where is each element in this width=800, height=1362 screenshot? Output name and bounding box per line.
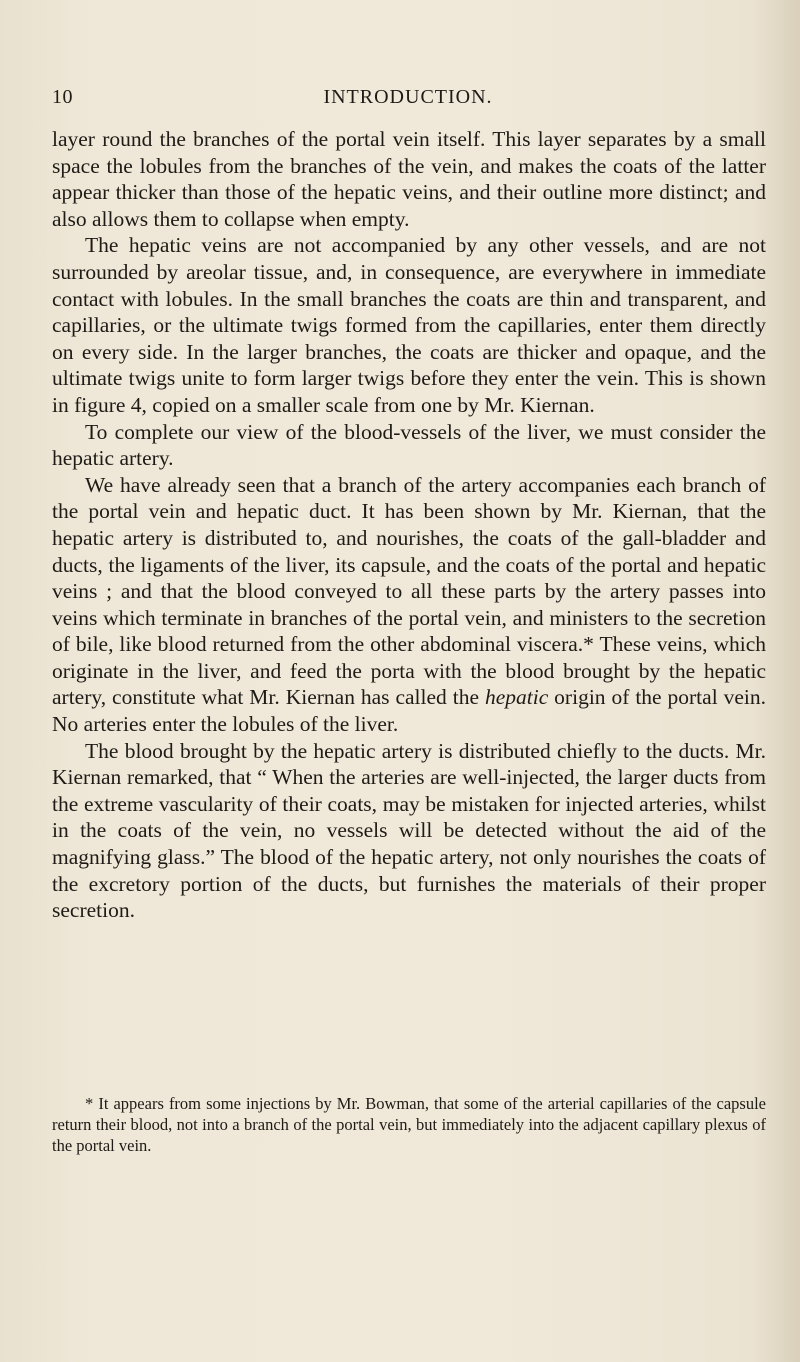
body-text xyxy=(52,126,766,924)
paragraph xyxy=(52,472,766,738)
paragraph-text: We have already seen that a branch of the artery accompanies each branch of the portal vein and hepatic duct. It has been shown by Mr. Kiernan, that the hepatic artery is distributed to, and nourishes, the coats of the gall-bladder and ducts, the ligaments of the liver, its capsule, and the coats of the portal and hepatic veins ; and that the blood conveyed to all these parts by the artery passes into veins which terminate in branches of the portal vein, and ministers to the secretion of bile, like blood returned from the other abdominal viscera.* These veins, which originate in the liver, and feed the porta with the blood brought by the hepatic artery, constitute what Mr. Kiernan has called the xyxy=(52,472,766,710)
page-header xyxy=(52,86,764,116)
running-head: INTRODUCTION. xyxy=(323,86,493,108)
paragraph: The blood brought by the hepatic artery is distributed chiefly to the ducts. Mr. Kiernan remarked, that “ When the arteries are well-injected, the larger ducts from the extreme vascularity of their coats, may be mistaken for injected arteries, whilst in the coats of the vein, no vessels will be detected without the aid of the magnifying glass.” The blood of the hepatic artery, not only nourishes the coats of the excretory portion of the ducts, but furnishes the materials of their proper secretion. xyxy=(52,738,766,923)
paragraph: layer round the branches of the portal vein itself. This layer separates by a small space the lobules from the branches of the vein, and makes the coats of the latter appear thicker than those of the hepatic veins, and their outline more distinct; and also allows them to collapse when empty. xyxy=(52,127,766,231)
paragraph: To complete our view of the blood-vessels of the liver, we must consider the hepatic artery. xyxy=(52,419,766,471)
footnote: * It appears from some injections by Mr. Bowman, that some of the arterial capillaries of the capsule return their blood, not into a branch of the portal vein, but immediately into the adjacent capillary plexus of the portal vein. xyxy=(52,1094,766,1155)
paragraph: The hepatic veins are not accompanied by any other vessels, and are not surrounded by areolar tissue, and, in consequence, are everywhere in immediate contact with lobules. In the small branches the coats are thin and transparent, and capillaries, or the ultimate twigs formed from the capillaries, enter them directly on every side. In the larger branches, the coats are thicker and opaque, and the ultimate twigs unite to form larger twigs before they enter the vein. This is shown in figure 4, copied on a smaller scale from one by Mr. Kiernan. xyxy=(52,233,766,417)
page-number: 10 xyxy=(52,86,73,108)
italic-term: hepatic xyxy=(484,685,549,710)
paragraph-text-tail: origin of the portal vein. No arteries enter the lobules of the liver. xyxy=(52,685,766,737)
